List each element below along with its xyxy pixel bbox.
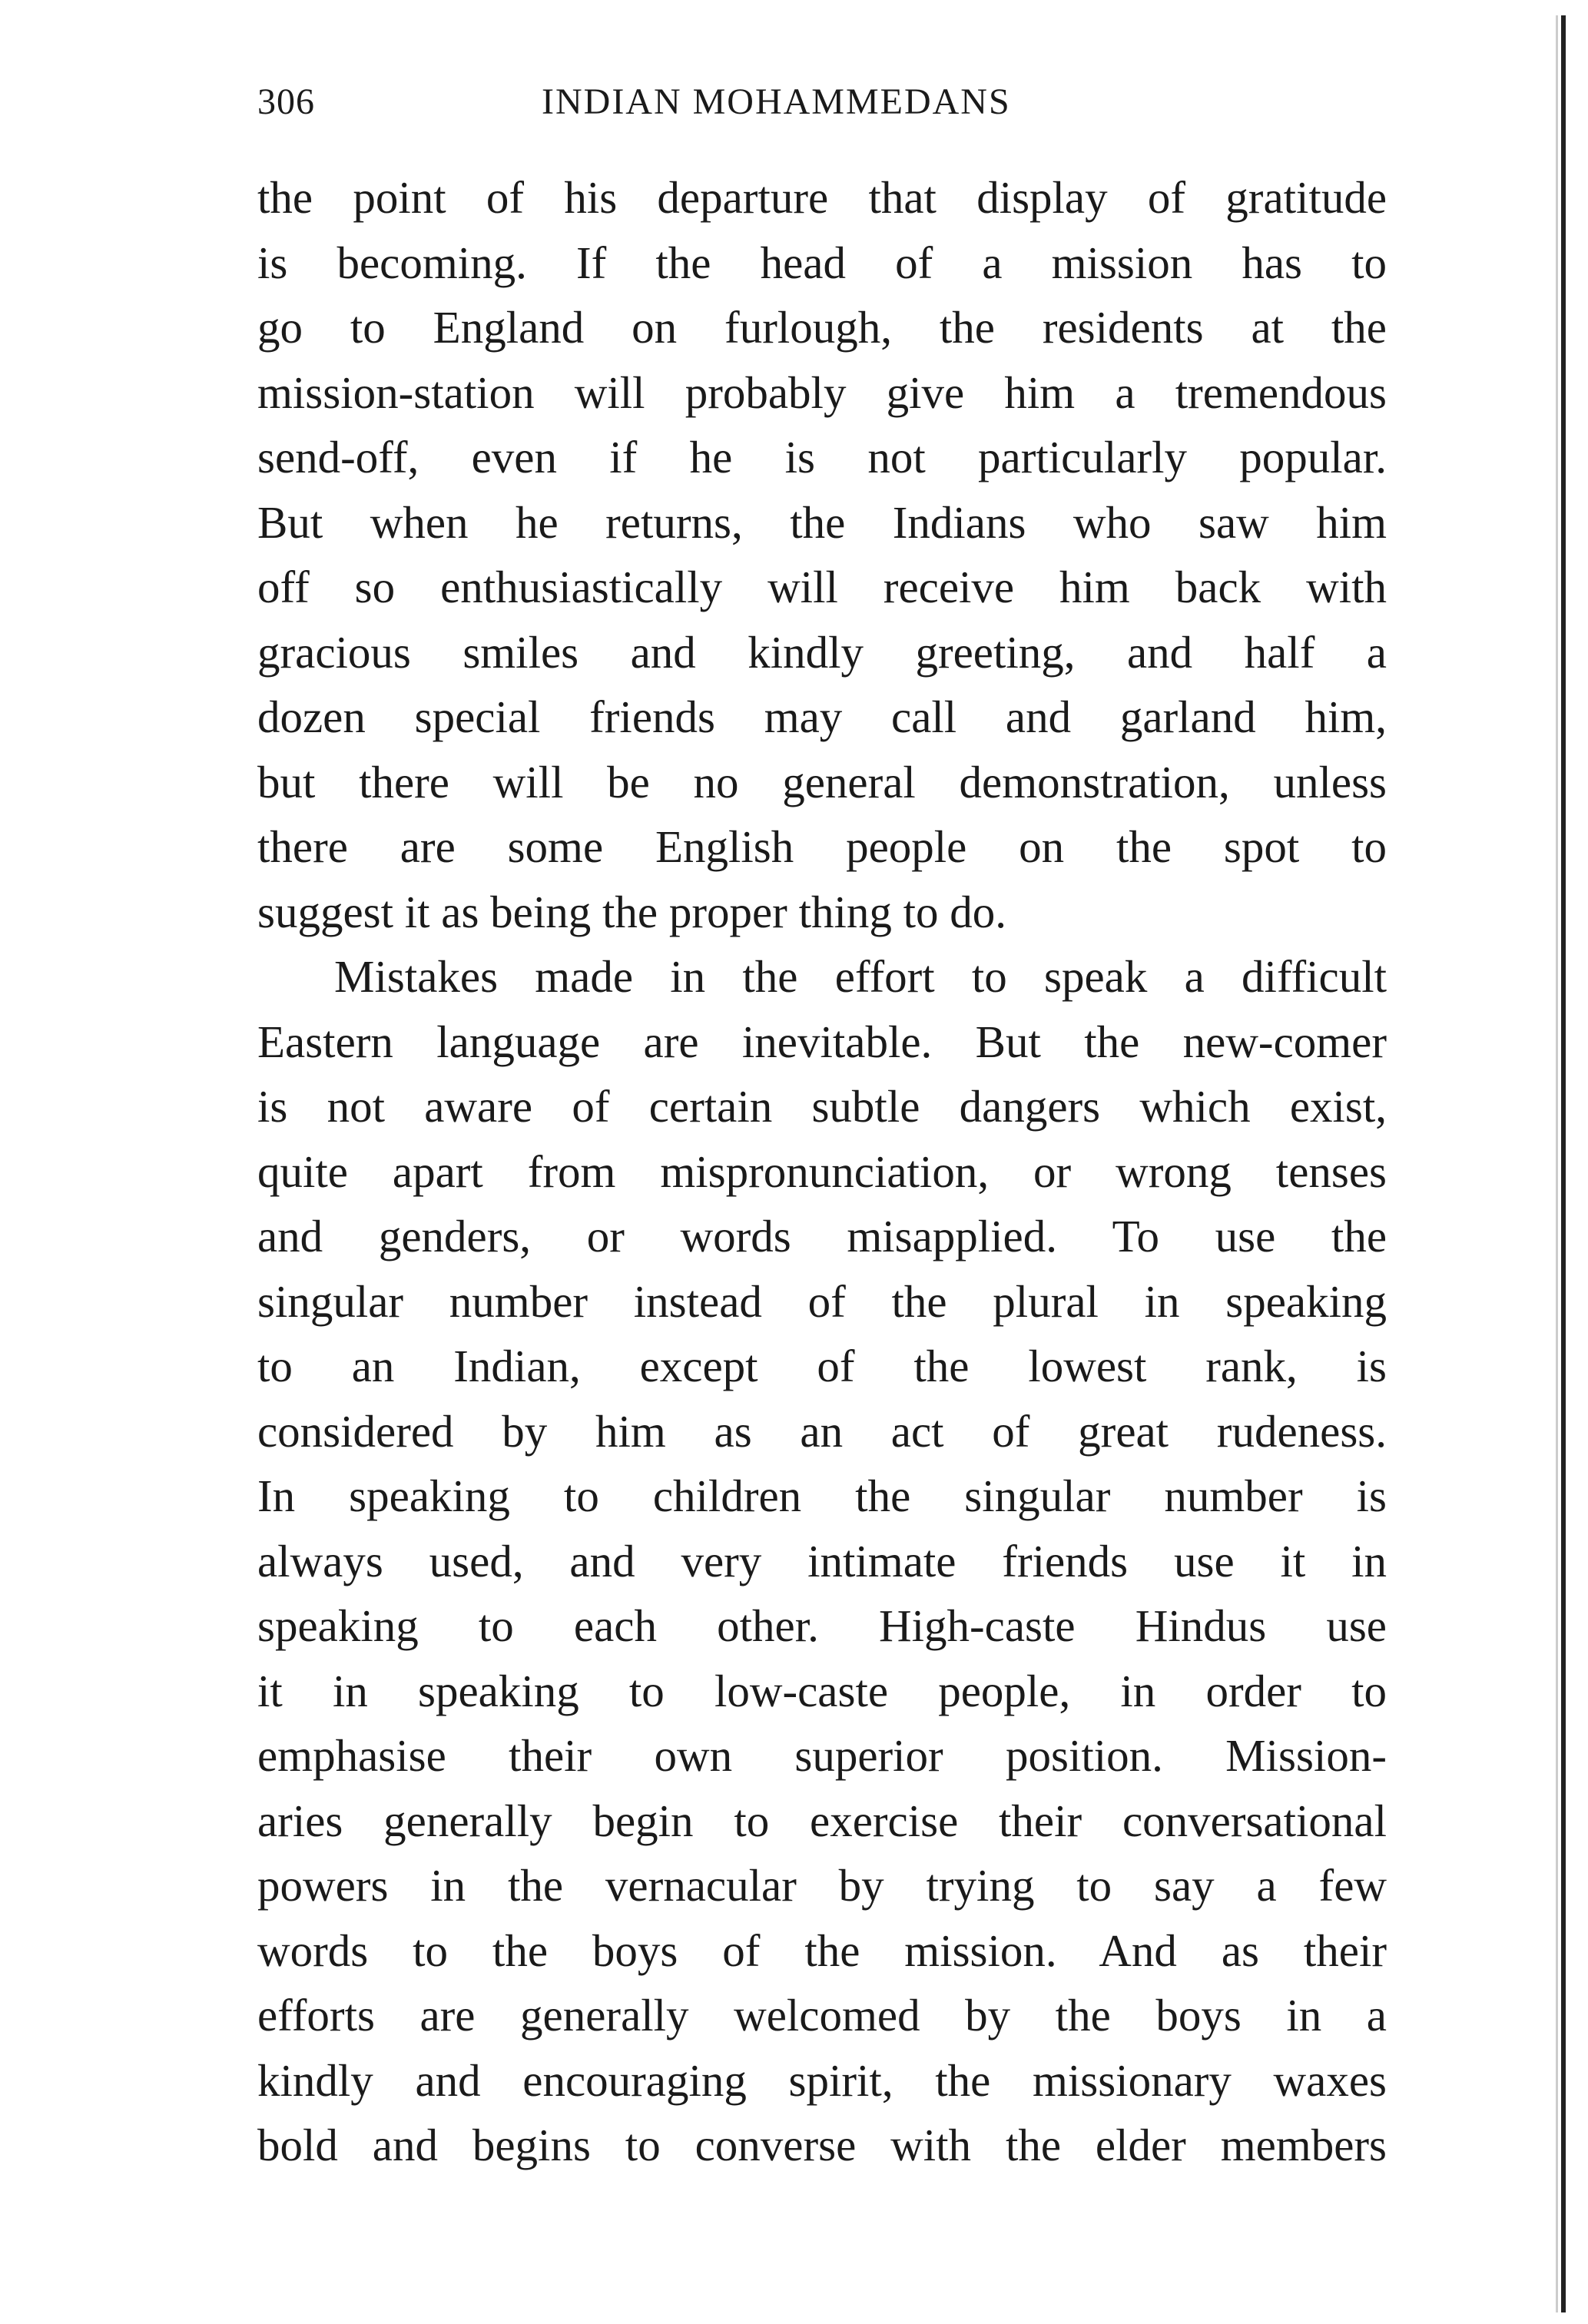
text-line: send-off, even if he is not particularly popular. bbox=[257, 432, 1387, 482]
text-line: singular number instead of the plural in speaking bbox=[257, 1275, 1387, 1327]
paragraph-start-line: Mistakes made in the effort to speak a difficult bbox=[334, 951, 1387, 1002]
binding-edge-rule bbox=[1561, 15, 1566, 2312]
text-line: bold and begins to converse with the elder members bbox=[257, 2120, 1387, 2170]
text-line: go to England on furlough, the residents at the bbox=[257, 302, 1387, 353]
text-line: the point of his departure that display of gratitude bbox=[257, 172, 1387, 223]
text-line: is not aware of certain subtle dangers which exist, bbox=[257, 1081, 1387, 1132]
text-line: off so enthusiastically will receive him back with bbox=[257, 562, 1387, 612]
text-line: mission-station will probably give him a tremendous bbox=[257, 366, 1387, 418]
text-line: is becoming. If the head of a mission has to bbox=[257, 237, 1387, 288]
body-text bbox=[257, 165, 1387, 2178]
text-line: powers in the vernacular by trying to say a few bbox=[257, 1860, 1387, 1911]
text-line: and genders, or words misapplied. To use the bbox=[257, 1211, 1387, 1261]
text-line: emphasise their own superior position. Mission- bbox=[257, 1730, 1387, 1781]
text-line: words to the boys of the mission. And as their bbox=[257, 1925, 1387, 1976]
text-line: considered by him as an act of great rudeness. bbox=[257, 1405, 1387, 1457]
running-head bbox=[257, 81, 1387, 134]
text-line: But when he returns, the Indians who saw him bbox=[257, 496, 1387, 548]
text-line: dozen special friends may call and garland him, bbox=[257, 691, 1387, 742]
text-line: quite apart from mispronunciation, or wrong tenses bbox=[257, 1145, 1387, 1197]
text-line: speaking to each other. High-caste Hindus use bbox=[257, 1600, 1387, 1651]
text-line: always used, and very intimate friends use it in bbox=[257, 1535, 1387, 1586]
text-line: gracious smiles and kindly greeting, and half a bbox=[257, 626, 1387, 678]
text-line: there are some English people on the spot to bbox=[257, 821, 1387, 872]
text-line: aries generally begin to exercise their conversational bbox=[257, 1795, 1387, 1846]
page-number: 306 bbox=[257, 81, 315, 122]
text-line: kindly and encouraging spirit, the missionary waxes bbox=[257, 2054, 1387, 2106]
text-line: In speaking to children the singular number is bbox=[257, 1470, 1387, 1521]
text-line: Eastern language are inevitable. But the new-comer bbox=[257, 1016, 1387, 1067]
text-line: to an Indian, except of the lowest rank, is bbox=[257, 1341, 1387, 1391]
paragraph-end-line: suggest it as being the proper thing to do. bbox=[257, 886, 1006, 937]
text-line: it in speaking to low-caste people, in order to bbox=[257, 1665, 1387, 1716]
binding-edge-shadow bbox=[1556, 15, 1558, 2312]
text-line: but there will be no general demonstration, unless bbox=[257, 756, 1387, 807]
running-title: INDIAN MOHAMMEDANS bbox=[542, 81, 1011, 122]
text-line: efforts are generally welcomed by the boys in a bbox=[257, 1990, 1387, 2041]
